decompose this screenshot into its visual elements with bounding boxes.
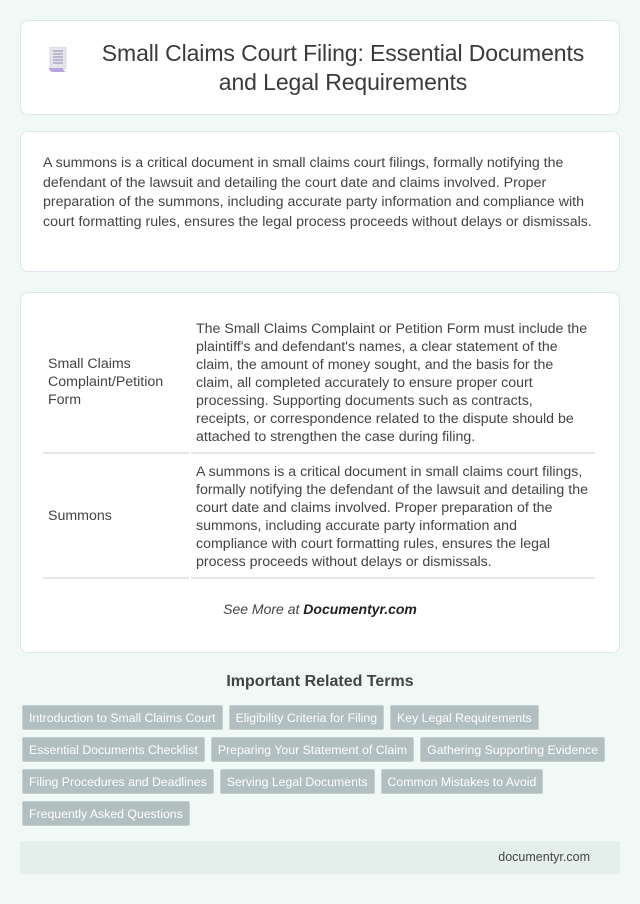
see-more-prefix: See More at bbox=[223, 601, 304, 617]
related-term-tag[interactable]: Frequently Asked Questions bbox=[22, 801, 190, 826]
related-term-tag[interactable]: Essential Documents Checklist bbox=[22, 737, 205, 762]
page-title: Small Claims Court Filing: Essential Documents and Legal Requirements bbox=[101, 39, 585, 95]
document-icon bbox=[47, 47, 69, 73]
footer bbox=[20, 841, 620, 874]
related-terms-list bbox=[22, 705, 622, 826]
footer-site-link[interactable]: documentyr.com bbox=[498, 850, 590, 864]
table-row bbox=[43, 311, 595, 454]
related-term-tag[interactable]: Filing Procedures and Deadlines bbox=[22, 769, 214, 794]
related-term-tag[interactable]: Introduction to Small Claims Court bbox=[22, 705, 223, 730]
document-description: The Small Claims Complaint or Petition Form must include the plaintiff's and defendant's names, a clear statement of the claim, the amount of money sought, and the basis for the claim, all completed accurately to ensure proper court processing. Supporting documents such as contracts, receipts, or correspondence related to the dispute should be attached to strengthen the case during filing. bbox=[191, 311, 595, 454]
related-terms-title: Important Related Terms bbox=[226, 673, 414, 690]
summary-text: A summons is a critical document in small claims court filings, formally notifying the defendant of the lawsuit and detailing the court date and claims involved. Proper preparation of the summons, including accurate party information and compliance with court formatting rules, ensures the legal process proceeds without delays or dismissals. bbox=[43, 155, 592, 230]
related-term-tag[interactable]: Preparing Your Statement of Claim bbox=[211, 737, 414, 762]
related-term-tag[interactable]: Eligibility Criteria for Filing bbox=[229, 705, 384, 730]
see-more-brand: Documentyr.com bbox=[303, 601, 417, 617]
header-card bbox=[20, 20, 620, 115]
related-term-tag[interactable]: Gathering Supporting Evidence bbox=[420, 737, 605, 762]
table-row bbox=[43, 454, 595, 579]
related-term-tag[interactable]: Key Legal Requirements bbox=[390, 705, 539, 730]
document-term: Small Claims Complaint/Petition Form bbox=[43, 311, 189, 454]
document-description: A summons is a critical document in small claims court filings, formally notifying the defendant of the lawsuit and detailing the court date and claims involved. Proper preparation of the summons, including accurate party information and compliance with court formatting rules, ensures the legal process proceeds without delays or dismissals. bbox=[191, 454, 595, 579]
summary-card bbox=[20, 131, 620, 272]
related-term-tag[interactable]: Common Mistakes to Avoid bbox=[381, 769, 544, 794]
related-term-tag[interactable]: Serving Legal Documents bbox=[220, 769, 375, 794]
documents-table-card bbox=[20, 292, 620, 653]
document-term: Summons bbox=[43, 454, 189, 579]
see-more-link[interactable] bbox=[43, 601, 597, 617]
documents-table bbox=[41, 311, 597, 579]
